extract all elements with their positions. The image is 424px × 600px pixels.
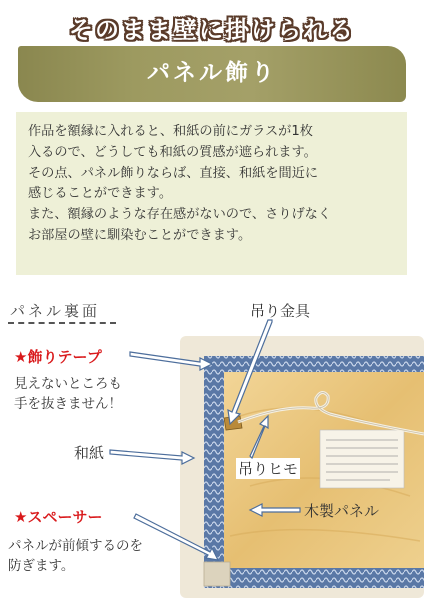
cord-arrow — [250, 416, 268, 458]
description-line: 作品を額縁に入れると、和紙の前にガラスが1枚 — [28, 124, 313, 139]
description-line: 入るので、どうしても和紙の質感が遮られます。 — [28, 144, 317, 160]
spacer-label: ★スペーサー — [14, 508, 103, 526]
banner-subtitle: パネル飾り — [147, 60, 277, 86]
spacer-description: 防ぎます。 — [8, 558, 75, 574]
description-line: 感じることができます。 — [28, 186, 173, 202]
cord-label: 吊りヒモ — [238, 460, 299, 478]
hanger-arrow — [228, 320, 272, 424]
tape-label: ★飾りテープ — [14, 348, 102, 366]
tape-arrow — [130, 352, 212, 370]
washi-label: 和紙 — [74, 444, 105, 462]
washi-arrow — [110, 450, 194, 464]
spacer-arrow — [134, 514, 218, 560]
description-line: お部屋の壁に馴染むことができます。 — [28, 227, 252, 243]
spacer-description: パネルが前傾するのを — [8, 538, 143, 554]
panel-arrow — [250, 504, 300, 516]
hanger-label: 吊り金具 — [250, 302, 311, 320]
description-line: また、額縁のような存在感がないので、さりげなく — [28, 207, 332, 223]
description-line: その点、パネル飾りならば、直接、和紙を間近に — [28, 165, 319, 181]
page-title: そのまま壁に掛けられる — [69, 16, 355, 44]
tape-description: 手を抜きません！ — [14, 396, 122, 412]
panel-label: 木製パネル — [304, 502, 380, 520]
tape-description: 見えないところも — [14, 376, 122, 392]
section-title: パネル裏面 — [10, 302, 101, 320]
